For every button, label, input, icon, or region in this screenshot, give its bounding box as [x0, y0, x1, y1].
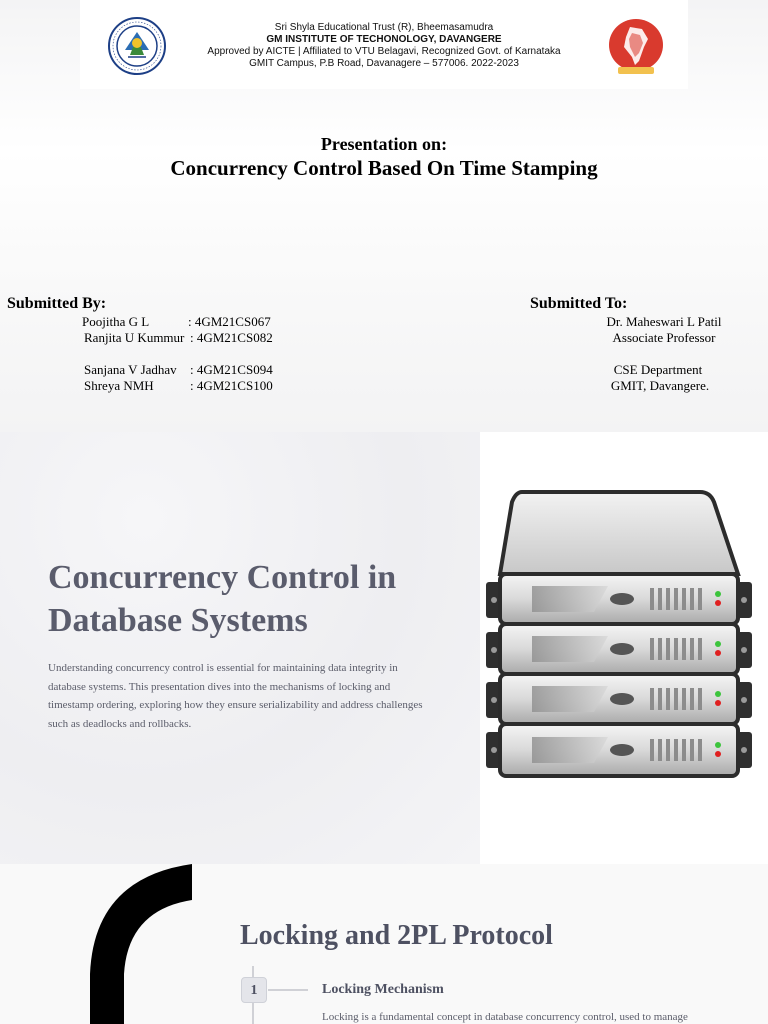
intro-slide	[0, 432, 768, 864]
member-row	[84, 362, 273, 378]
guide-college: GMIT, Davangere.	[610, 378, 710, 393]
decorative-arc-icon	[88, 864, 198, 1024]
trust-name: Sri Shyla Educational Trust (R), Bheemasamudra	[274, 22, 494, 33]
presentation-label: Presentation on:	[320, 134, 448, 154]
guide-name: Dr. Maheswari L Patil	[606, 314, 722, 329]
institute-name: GM INSTITUTE OF TECHONOLOGY, DAVANGERE	[266, 34, 502, 45]
presentation-title: Concurrency Control Based On Time Stamping	[170, 156, 598, 180]
institute-seal-icon	[108, 17, 166, 75]
submitted-by-heading: Submitted By:	[7, 295, 107, 312]
member-name: Ranjita U Kummur	[84, 330, 185, 345]
member-row	[84, 330, 273, 346]
member-usn: : 4GM21CS094	[190, 362, 273, 377]
step-title: Locking Mechanism	[322, 982, 444, 997]
member-row	[82, 314, 271, 330]
member-name: Shreya NMH	[84, 378, 154, 393]
institute-details	[180, 22, 588, 70]
locking-title: Locking and 2PL Protocol	[240, 920, 553, 951]
intro-body: Understanding concurrency control is essential for maintaining data integrity in database systems. This presentation dives into the mechanisms of locking and timestamp ordering, exploring how they ensure serializability and address challenges such as deadlocks and rollbacks.	[48, 662, 423, 730]
step-description: Locking is a fundamental concept in database concurrency control, used to manage	[322, 1011, 688, 1023]
member-usn: : 4GM21CS082	[190, 330, 273, 345]
member-row	[84, 378, 273, 394]
member-usn: : 4GM21CS067	[188, 314, 271, 329]
accreditation-line: Approved by AICTE | Affiliated to VTU Belagavi, Recognized Govt. of Karnataka	[207, 46, 561, 57]
submitted-to-heading: Submitted To:	[530, 295, 628, 312]
member-name: Sanjana V Jadhav	[84, 362, 177, 377]
naac-india-map-icon	[606, 17, 666, 77]
member-name: Poojitha G L	[82, 314, 150, 329]
locking-slide	[0, 864, 768, 1024]
title-slide	[0, 0, 768, 432]
server-rack-icon	[484, 486, 754, 792]
step-number-badge: 1	[241, 977, 267, 1003]
member-usn: : 4GM21CS100	[190, 378, 273, 393]
intro-text-panel	[0, 432, 480, 864]
guide-designation: Associate Professor	[612, 330, 716, 345]
campus-address: GMIT Campus, P.B Road, Davanagere – 577006. 2022-2023	[249, 58, 519, 69]
step-connector	[268, 989, 308, 991]
institute-header	[80, 0, 688, 89]
guide-department: CSE Department	[613, 362, 703, 377]
intro-title: Concurrency Control in Database Systems	[48, 559, 397, 639]
